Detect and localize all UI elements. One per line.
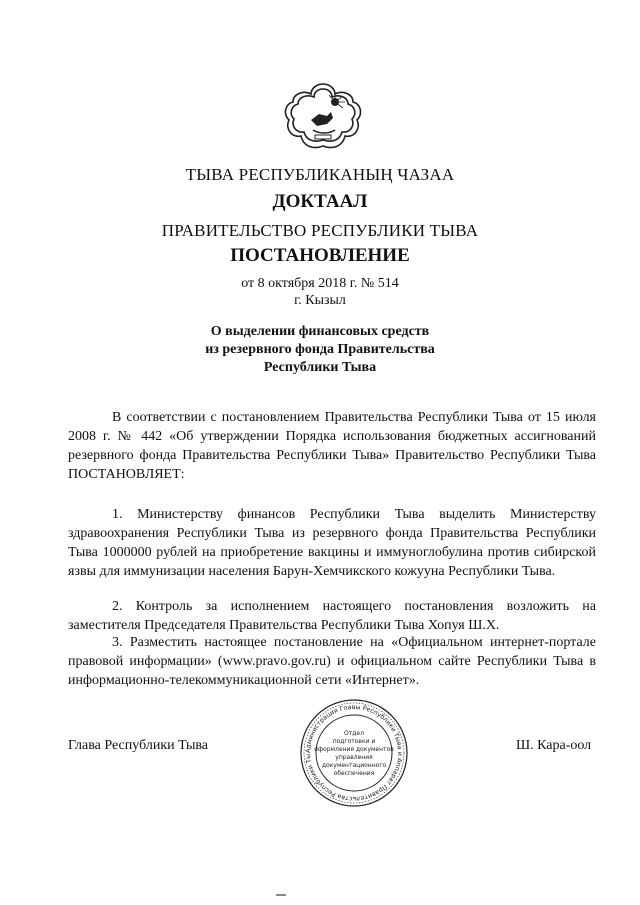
stamp-inner-line: документационного [321, 762, 387, 769]
stamp-inner-line: Отдел [344, 730, 364, 737]
signatory-name: Ш. Кара-оол [516, 738, 592, 753]
stamp-inner-line: подготовки и [332, 738, 376, 745]
item-1-paragraph: 1. Министерству финансов Республики Тыва выделить Министерству здравоохранения Республики Тыва из резервного фонда Правительства Республики Тыва 1000000 рублей на приобретение вакцины и иммуноглобулина против сибирской язвы для иммунизации населения Барун-Хемчикского кожууна Республики Тыва. [68, 507, 596, 579]
item-2-paragraph: 2. Контроль за исполнением настоящего постановления возложить на заместителя Председателя Правительства Республики Тыва Хопуя Ш.Х. [68, 599, 596, 633]
government-title-russian: ПРАВИТЕЛЬСТВО РЕСПУБЛИКИ ТЫВА [161, 221, 479, 240]
document-type-tyvan: ДОКТААЛ [272, 191, 368, 212]
subject-line: О выделении финансовых средств [210, 324, 430, 339]
subject-line: Республики Тыва [263, 360, 377, 375]
document-date-number: от 8 октября 2018 г. № 514 [241, 276, 399, 291]
document-city: г. Кызыл [294, 293, 346, 308]
stamp-inner-line: обеспечения [333, 770, 375, 777]
stamp-outer-text: Администрация Главы Республики Тыва и Аппарат Правительства Республики Ты [304, 703, 404, 803]
signatory-position: Глава Республики Тыва [68, 738, 209, 753]
government-title-tyvan: ТЫВА РЕСПУБЛИКАНЫҢ ЧАЗАА [185, 165, 455, 184]
subject-line: из резервного фонда Правительства [205, 342, 435, 357]
document-subject [0, 323, 640, 377]
stamp-icon [298, 697, 410, 809]
stamp-inner-line: управления [335, 754, 373, 761]
document-type-russian: ПОСТАНОВЛЕНИЕ [230, 245, 410, 266]
item-3-paragraph: 3. Разместить настоящее постановление на «Официальном интернет-портале правовой информации» (www.pravo.gov.ru) и официальном сайте Республики Тыва в информационно-телекоммуникационной сети «Интернет». [68, 635, 596, 688]
page-footer-mark [276, 894, 286, 896]
preamble-paragraph: В соответствии с постановлением Правительства Республики Тыва от 15 июля 2008 г. № 442 «Об утверждении Порядка использования бюджетных ассигнований резервного фонда Правительства Республики Тыва» Правительство Республики Тыва ПОСТАНОВЛЯЕТ: [68, 410, 596, 482]
stamp-inner-line: оформления документов [314, 746, 394, 753]
emblem-icon [283, 80, 363, 155]
